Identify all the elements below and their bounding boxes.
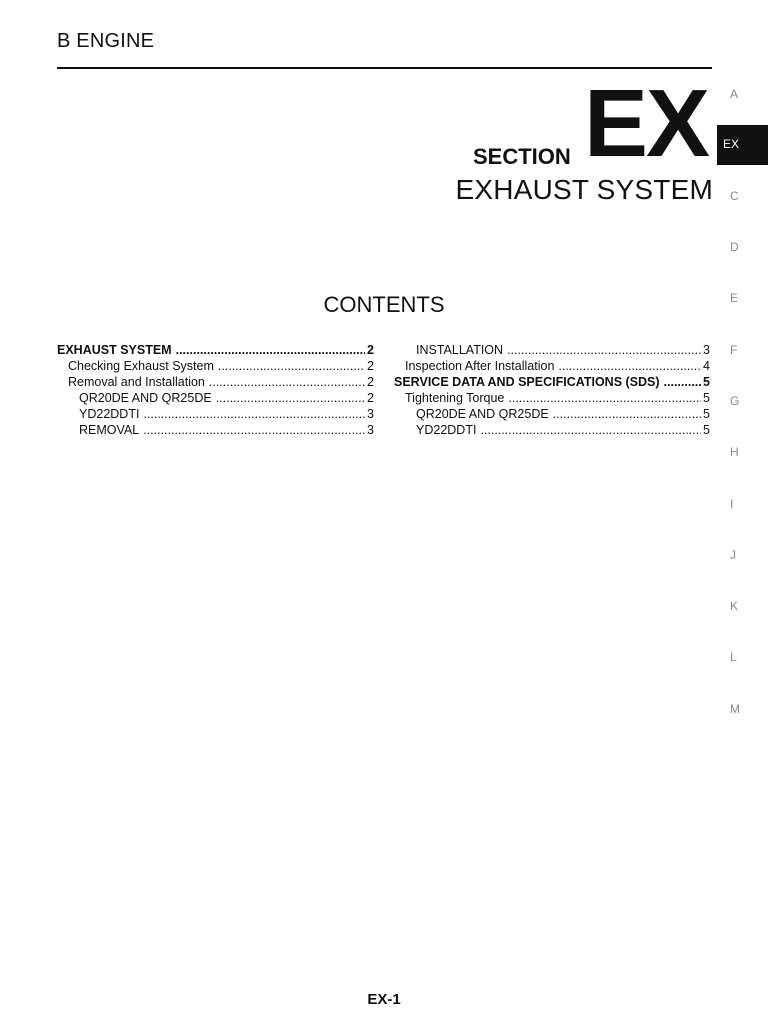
section-code: EX (584, 70, 709, 177)
section-tab-label: EX (723, 137, 740, 151)
section-tab[interactable]: D (730, 240, 739, 254)
toc-entry-page: 3 (703, 343, 710, 357)
toc-dot-leader (507, 343, 701, 359)
toc-dot-leader (218, 359, 365, 375)
toc-entry-label: Removal and Installation (68, 374, 205, 389)
contents-title: CONTENTS (323, 292, 445, 317)
toc-entry-label: EXHAUST SYSTEM (57, 343, 172, 357)
section-name: EXHAUST SYSTEM (455, 174, 713, 205)
toc-entry[interactable] (57, 359, 374, 375)
section-label: SECTION (473, 144, 571, 169)
header-divider (57, 67, 712, 69)
toc-entry-page: 5 (703, 422, 710, 437)
toc-entry[interactable] (394, 359, 710, 375)
section-tab[interactable]: M (730, 702, 740, 716)
toc-entry-label: YD22DDTI (79, 406, 140, 421)
toc-entry-page: 5 (703, 374, 710, 389)
toc-entry-page: 2 (367, 343, 374, 357)
toc-entry[interactable] (394, 391, 710, 407)
section-tab[interactable]: F (730, 343, 738, 357)
toc-entry-page: 2 (367, 390, 374, 405)
toc-entry-label: QR20DE AND QR25DE (416, 406, 549, 421)
toc-dot-leader (558, 359, 701, 375)
toc-entry-page: 5 (703, 406, 710, 421)
toc-entry[interactable] (57, 391, 374, 407)
toc-entry[interactable] (57, 375, 374, 391)
toc-right-column (394, 343, 710, 438)
section-tab[interactable]: A (730, 87, 739, 101)
section-tab[interactable]: C (730, 189, 739, 203)
toc-dot-leader (553, 407, 701, 423)
section-tab[interactable]: I (730, 497, 734, 511)
toc-entry[interactable] (394, 423, 710, 439)
toc-entry[interactable] (57, 407, 374, 423)
toc-entry-label: YD22DDTI (416, 422, 477, 437)
page-number: EX-1 (367, 991, 401, 1008)
toc-dot-leader (508, 391, 701, 407)
section-tab[interactable]: K (730, 599, 739, 613)
toc-entry-label: SERVICE DATA AND SPECIFICATIONS (SDS) (394, 374, 660, 389)
section-tab-active[interactable] (717, 125, 768, 165)
toc-entry-label: INSTALLATION (416, 343, 504, 357)
toc-dot-leader (216, 391, 365, 407)
toc-entry-page: 3 (367, 406, 374, 421)
toc-entry-page: 2 (367, 374, 374, 389)
section-tab[interactable]: L (730, 650, 737, 664)
toc-left-column (57, 343, 374, 438)
section-tab[interactable]: H (730, 445, 739, 459)
toc-entry[interactable] (394, 343, 710, 359)
toc-entry[interactable] (57, 423, 374, 439)
toc-dot-leader (209, 375, 365, 391)
toc-entry-label: Tightening Torque (405, 390, 505, 405)
toc-dot-leader (143, 423, 365, 439)
header-title: B ENGINE (57, 30, 155, 52)
toc-entry-page: 3 (367, 422, 374, 437)
toc-entry[interactable] (394, 407, 710, 423)
toc-entry-label: QR20DE AND QR25DE (79, 390, 212, 405)
toc-entry-page: 2 (367, 358, 374, 373)
toc-dot-leader (176, 343, 365, 359)
toc-entry-page: 5 (703, 390, 710, 405)
section-tab[interactable]: G (730, 394, 740, 408)
toc-entry[interactable] (394, 375, 710, 391)
toc-entry[interactable] (57, 343, 374, 359)
toc-entry-label: REMOVAL (79, 422, 140, 437)
toc-entry-label: Checking Exhaust System (68, 358, 214, 373)
toc-dot-leader (664, 375, 702, 391)
section-tab[interactable]: J (730, 548, 736, 562)
toc-entry-label: Inspection After Installation (405, 358, 555, 373)
toc-dot-leader (480, 423, 701, 439)
toc-entry-page: 4 (703, 358, 710, 373)
toc-dot-leader (143, 407, 365, 423)
section-tab[interactable]: E (730, 291, 739, 305)
